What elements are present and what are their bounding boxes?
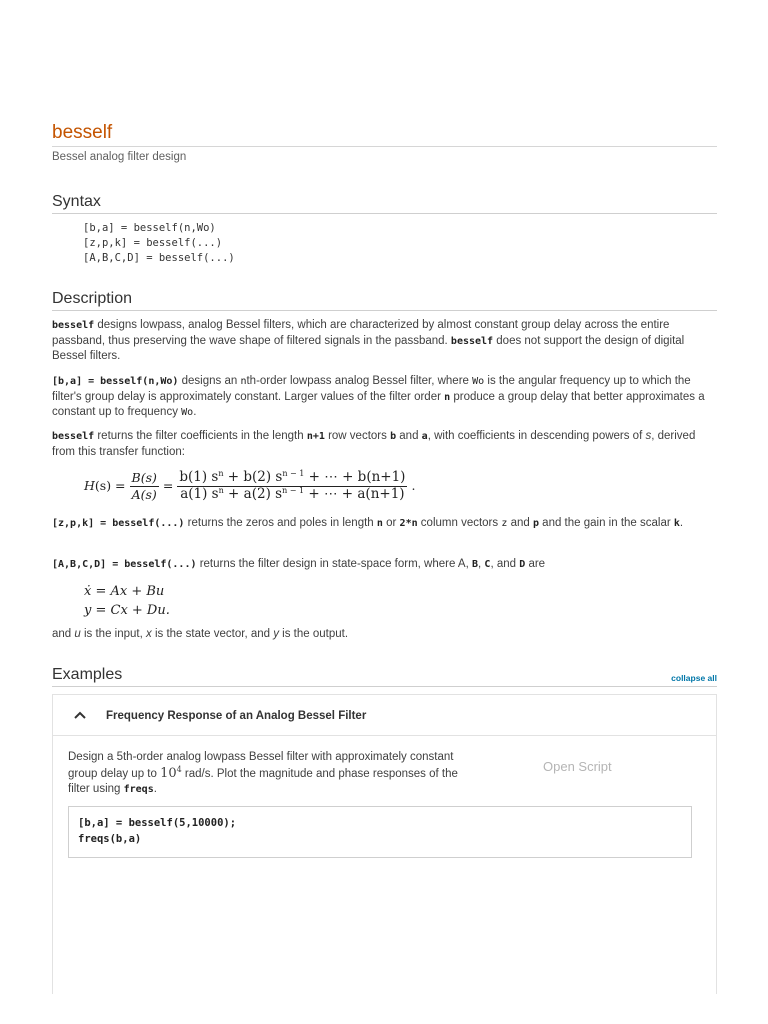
paragraph-text: is the state vector, and [151, 628, 274, 640]
math-exponent: n [218, 469, 224, 478]
paragraph-text: is the angular frequency up to which the filter's group delay is approximately constant. Larger values of the filter order [52, 375, 691, 403]
math-base: 10 [160, 765, 177, 781]
fraction-numerator [177, 470, 407, 487]
paragraph-text: , with coefficients in descending powers of [427, 430, 646, 442]
transfer-function-equation [84, 470, 415, 502]
example-title[interactable]: Frequency Response of an Analog Bessel Filter [106, 710, 367, 722]
math-var: u [74, 628, 81, 640]
paragraph-text: is the input, [80, 628, 147, 640]
math-exponent: n − 1 [282, 469, 305, 478]
math-text: + a(2) s [223, 485, 283, 502]
page-title: besself [52, 122, 113, 143]
inline-var: n+1 [306, 431, 325, 442]
paragraph-text: produce a group delay that better approximates a constant up to frequency [52, 390, 705, 418]
paragraph-text: and [396, 430, 422, 442]
inline-code: besself [52, 431, 95, 442]
math-exponent: n [218, 485, 224, 495]
title-divider [52, 146, 717, 147]
paragraph-text: . [679, 517, 684, 529]
math-text: (s) [94, 478, 112, 494]
math-var: y [273, 628, 279, 640]
paragraph-text: and [52, 628, 75, 640]
math-exponent: n − 1 [282, 485, 305, 495]
examples-divider [52, 686, 717, 687]
syntax-line: [b,a] = besself(n,Wo) [83, 222, 216, 234]
output-equation: y = Cx + Du. [84, 603, 170, 618]
fraction-denominator [177, 487, 407, 503]
inline-var: n [376, 518, 383, 529]
inline-var: Wo [181, 407, 194, 418]
inline-var: C [484, 559, 491, 570]
paragraph-text: and the gain in the scalar [538, 517, 674, 529]
math-text: + ⋯ + a(n+1) [304, 485, 405, 502]
paragraph-text: , and [490, 558, 520, 570]
paragraph-text: designs lowpass, analog Bessel filters, which are characterized by almost constant group delay across the entire passband, thus preserving the wave shape of filtered signals in the passband. [52, 319, 670, 347]
paragraph-text: designs an [178, 375, 241, 387]
paragraph-text: , derived from this transfer function: [52, 430, 696, 458]
inline-var: D [519, 559, 526, 570]
inline-var: Wo [472, 376, 485, 387]
examples-heading: Examples [52, 666, 123, 683]
fraction-denominator: A(s) [131, 486, 157, 502]
math-text: = [162, 478, 174, 494]
state-equation: ẋ = Ax + Bu [84, 584, 165, 599]
inline-var: z [501, 518, 508, 529]
paragraph-text: does not support the design of digital Bessel filters. [52, 334, 685, 362]
paragraph-text: or [382, 517, 400, 529]
syntax-heading: Syntax [52, 193, 101, 210]
description-paragraph [52, 429, 717, 460]
description-paragraph [52, 318, 717, 365]
math-var: H [84, 478, 95, 494]
fraction-b-over-a [130, 470, 159, 502]
collapse-all-link[interactable]: collapse all [671, 673, 717, 683]
fraction-polynomials [177, 470, 407, 502]
example-header[interactable] [53, 695, 716, 736]
description-heading: Description [52, 290, 133, 307]
syntax-line: [A,B,C,D] = besself(...) [83, 252, 235, 264]
state-space-equations [84, 582, 170, 620]
inline-code: [z,p,k] = besself(...) [52, 518, 185, 529]
code-line: freqs(b,a) [78, 833, 142, 845]
inline-var: a [421, 431, 428, 442]
fraction-numerator: B(s) [131, 470, 157, 485]
syntax-divider [52, 213, 717, 214]
code-line: [b,a] = besself(5,10000); [78, 817, 237, 829]
paragraph-text: returns the filter coefficients in the length [94, 430, 307, 442]
purpose-line: Bessel analog filter design [52, 151, 187, 163]
example-panel [52, 694, 717, 994]
inline-var: n [444, 391, 451, 403]
math-exponent: 4 [176, 764, 182, 774]
inline-var: p [532, 518, 539, 529]
paragraph-text: column vectors [417, 517, 502, 529]
paragraph-text: rad/s. Plot the magnitude and phase responses of the filter using [68, 767, 458, 795]
description-divider [52, 310, 717, 311]
inline-var: b [390, 431, 397, 442]
inline-code: [A,B,C,D] = besself(...) [52, 559, 197, 570]
paragraph-text: returns the filter design in state-space form, where A, [196, 558, 472, 570]
description-paragraph [52, 557, 717, 573]
chevron-up-icon[interactable] [73, 708, 87, 722]
code-block [68, 806, 692, 858]
paragraph-text: is the output. [278, 628, 349, 640]
paragraph-text: th-order lowpass analog Bessel filter, where [246, 375, 473, 387]
example-description [68, 750, 468, 798]
paragraph-text: . [193, 406, 197, 418]
inline-code: [b,a] = besself(n,Wo) [52, 376, 179, 387]
inline-code: besself [52, 320, 95, 331]
inline-var: k [673, 518, 680, 529]
paragraph-text: row vectors [324, 430, 391, 442]
description-paragraph [52, 627, 717, 643]
math-text: b(1) s [179, 469, 219, 485]
inline-code: freqs [123, 784, 154, 795]
syntax-line: [z,p,k] = besself(...) [83, 237, 223, 249]
paragraph-text: , [478, 558, 485, 570]
paragraph-text: and [507, 517, 533, 529]
math-text: + b(2) s [223, 469, 283, 485]
paragraph-text: are [525, 558, 546, 570]
math-text: a(1) s [180, 485, 219, 502]
inline-code: besself [450, 335, 494, 347]
inline-var: 2*n [399, 518, 418, 529]
math-var: s [645, 430, 652, 442]
paragraph-text: returns the zeros and poles in length [184, 517, 377, 529]
open-script-button[interactable]: Open Script [543, 759, 612, 774]
math-text: + ⋯ + b(n+1) [304, 469, 406, 485]
paragraph-text: Design a 5th-order analog lowpass Bessel filter with approximately constant group delay up to [68, 751, 454, 780]
description-paragraph [52, 374, 717, 421]
paragraph-text: . [153, 783, 157, 795]
inline-var: B [472, 559, 479, 570]
math-text: = [111, 478, 126, 494]
description-paragraph [52, 516, 717, 532]
math-var: x [146, 628, 152, 640]
math-text: . [411, 478, 416, 494]
inline-var: n [240, 376, 247, 387]
